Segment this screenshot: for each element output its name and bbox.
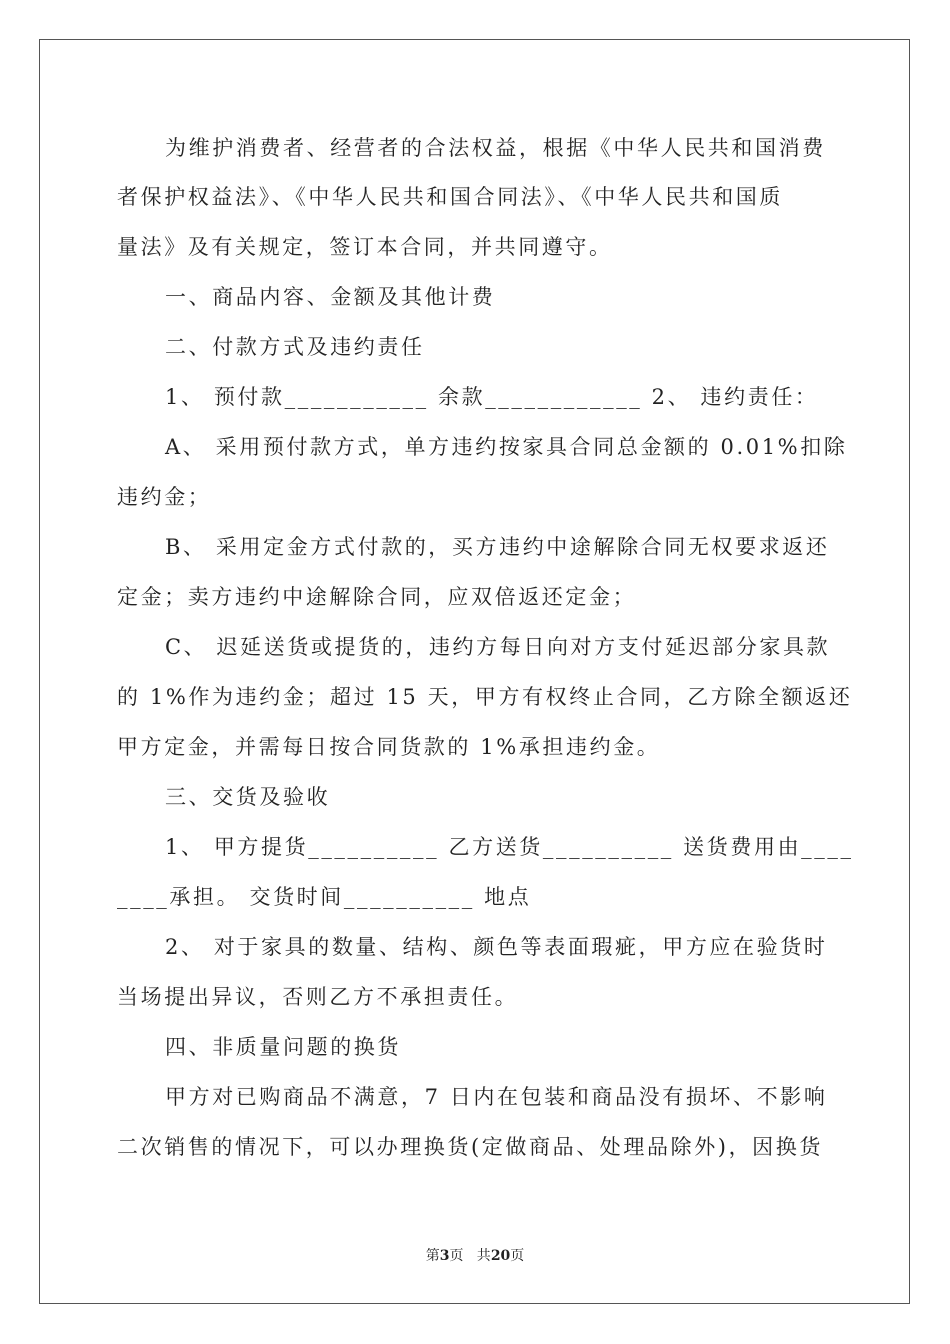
section-heading-1: 一、商品内容、金额及其他计费: [165, 285, 496, 309]
inspection-line-1: 2、 对于家具的数量、结构、颜色等表面瑕疵，甲方应在验货时: [165, 935, 828, 959]
paragraph-intro-line-1: 为维护消费者、经营者的合法权益，根据《中华人民共和国消费: [165, 136, 826, 160]
exchange-line-2: 二次销售的情况下，可以办理换货(定做商品、处理品除外)，因换货: [117, 1135, 823, 1159]
delivery-line-2: ____承担。 交货时间__________ 地点: [117, 885, 532, 909]
clause-b-line-1: B、 采用定金方式付款的，买方违约中途解除合同无权要求返还: [165, 535, 830, 559]
section-heading-3: 三、交货及验收: [165, 785, 331, 809]
clause-c-line-3: 甲方定金，并需每日按合同货款的 1%承担违约金。: [117, 735, 661, 759]
inspection-line-2: 当场提出异议，否则乙方不承担责任。: [117, 985, 519, 1009]
section-heading-2: 二、付款方式及违约责任: [165, 335, 425, 359]
clause-c-line-1: C、 迟延送货或提货的，违约方每日向对方支付延迟部分家具款: [165, 635, 831, 659]
footer-mid: 页 共: [449, 1248, 491, 1264]
footer-page-number: 3: [439, 1248, 450, 1264]
exchange-line-1: 甲方对已购商品不满意，7 日内在包装和商品没有损坏、不影响: [165, 1085, 828, 1109]
clause-b-line-2: 定金；卖方违约中途解除合同，应双倍返还定金；: [117, 585, 637, 609]
footer-total-pages: 20: [490, 1248, 511, 1264]
section-heading-4: 四、非质量问题的换货: [165, 1035, 401, 1059]
clause-c-line-2: 的 1%作为违约金；超过 15 天，甲方有权终止合同，乙方除全额返还: [117, 685, 853, 709]
page-footer: [0, 1246, 950, 1266]
footer-suffix: 页: [510, 1248, 525, 1264]
footer-prefix: 第: [425, 1248, 440, 1264]
payment-line: 1、 预付款___________ 余款____________ 2、 违约责任：: [165, 385, 819, 409]
paragraph-intro-line-3: 量法》及有关规定，签订本合同，并共同遵守。: [117, 235, 613, 259]
clause-a-line-2: 违约金；: [117, 485, 212, 509]
delivery-line-1: 1、 甲方提货__________ 乙方送货__________ 送货费用由____: [165, 835, 854, 859]
clause-a-line-1: A、 采用预付款方式，单方违约按家具合同总金额的 0.01%扣除: [165, 435, 848, 459]
paragraph-intro-line-2: 者保护权益法》、《中华人民共和国合同法》、《中华人民共和国质: [117, 185, 783, 209]
page-frame: [39, 39, 910, 1304]
